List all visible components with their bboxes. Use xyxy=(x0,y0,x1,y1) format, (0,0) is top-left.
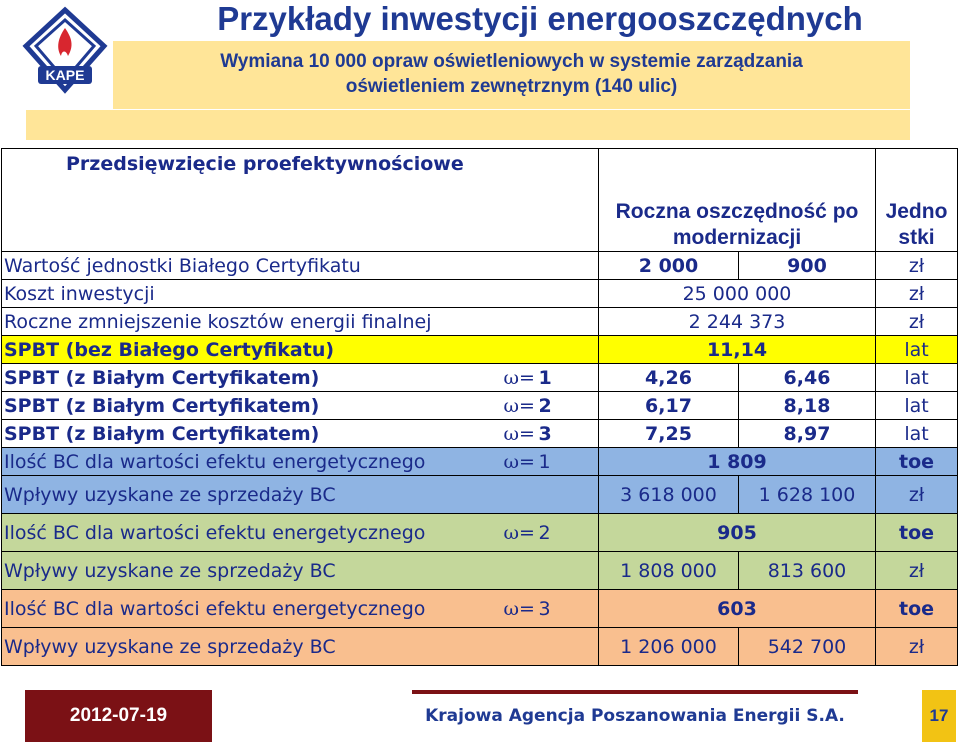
table-row xyxy=(2,514,958,552)
row-unit: zł xyxy=(876,628,958,666)
footer-organization: Krajowa Agencja Poszanowania Energii S.A. xyxy=(425,706,845,726)
row-unit: zł xyxy=(876,476,958,514)
decorative-band xyxy=(26,110,910,140)
table-row xyxy=(2,336,958,364)
page-title: Przykłady inwestycji energooszczędnych xyxy=(217,0,863,37)
row-value: 2 244 373 xyxy=(599,308,876,336)
row-label: Roczne zmniejszenie kosztów energii finalnej xyxy=(2,308,599,336)
row-unit: zł xyxy=(876,308,958,336)
omega-symbol: ω= xyxy=(502,514,537,552)
omega-value: 3 xyxy=(537,420,599,448)
row-value: 11,14 xyxy=(599,336,876,364)
row-unit: lat xyxy=(876,336,958,364)
row-value: 1 809 xyxy=(599,448,876,476)
row-value-2: 1 628 100 xyxy=(739,476,876,514)
row-label: SPBT (bez Białego Certyfikatu) xyxy=(2,336,599,364)
table-row xyxy=(2,628,958,666)
omega-value: 2 xyxy=(537,514,599,552)
table-title: Przedsięwzięcie proefektywnościowe xyxy=(2,149,599,252)
row-value-1: 2 000 xyxy=(599,252,739,280)
page-number: 17 xyxy=(922,690,956,742)
omega-symbol: ω= xyxy=(502,364,537,392)
logo-text: KAPE xyxy=(45,67,85,83)
row-label: SPBT (z Białym Certyfikatem) xyxy=(2,364,502,392)
table-row xyxy=(2,364,958,392)
omega-symbol: ω= xyxy=(502,420,537,448)
row-label: Koszt inwestycji xyxy=(2,280,599,308)
row-value: 603 xyxy=(599,590,876,628)
omega-value: 3 xyxy=(537,590,599,628)
row-label: Ilość BC dla wartości efektu energetycznego xyxy=(2,448,502,476)
col-header-units: Jedno stki xyxy=(876,199,958,252)
row-value-1: 6,17 xyxy=(599,392,739,420)
row-value-2: 813 600 xyxy=(739,552,876,590)
row-label: Wpływy uzyskane ze sprzedaży BC xyxy=(2,628,599,666)
row-value-1: 7,25 xyxy=(599,420,739,448)
row-value-2: 542 700 xyxy=(739,628,876,666)
row-value: 25 000 000 xyxy=(599,280,876,308)
row-unit: toe xyxy=(876,448,958,476)
omega-value: 1 xyxy=(537,448,599,476)
table-row xyxy=(2,590,958,628)
subtitle xyxy=(113,49,910,99)
row-value-2: 8,18 xyxy=(739,392,876,420)
table-row xyxy=(2,420,958,448)
row-value-1: 4,26 xyxy=(599,364,739,392)
row-value-2: 900 xyxy=(739,252,876,280)
row-value-2: 6,46 xyxy=(739,364,876,392)
row-value-2: 8,97 xyxy=(739,420,876,448)
row-unit: zł xyxy=(876,252,958,280)
kape-flame-logo-icon xyxy=(20,6,110,98)
row-value-1: 3 618 000 xyxy=(599,476,739,514)
table-row xyxy=(2,308,958,336)
omega-value: 2 xyxy=(537,392,599,420)
table-row xyxy=(2,252,958,280)
row-label: Wpływy uzyskane ze sprzedaży BC xyxy=(2,476,599,514)
omega-symbol: ω= xyxy=(502,590,537,628)
row-unit: zł xyxy=(876,280,958,308)
footer-date: 2012-07-19 xyxy=(25,690,212,742)
table-row xyxy=(2,476,958,514)
col-header-savings: Roczna oszczędność po modernizacji xyxy=(599,199,876,252)
omega-symbol: ω= xyxy=(502,448,537,476)
row-unit: lat xyxy=(876,364,958,392)
table-row xyxy=(2,448,958,476)
row-unit: toe xyxy=(876,514,958,552)
row-unit: lat xyxy=(876,420,958,448)
row-label: Wartość jednostki Białego Certyfikatu xyxy=(2,252,599,280)
subtitle-box xyxy=(113,41,910,109)
footer-divider xyxy=(412,690,858,694)
header-row xyxy=(2,149,958,200)
row-unit: toe xyxy=(876,590,958,628)
row-unit: zł xyxy=(876,552,958,590)
row-unit: lat xyxy=(876,392,958,420)
omega-symbol: ω= xyxy=(502,392,537,420)
kape-logo xyxy=(20,6,110,98)
row-label: SPBT (z Białym Certyfikatem) xyxy=(2,392,502,420)
subtitle-line-2: oświetleniem zewnętrznym (140 ulic) xyxy=(345,76,678,97)
row-label: Ilość BC dla wartości efektu energetycznego xyxy=(2,590,502,628)
row-label: SPBT (z Białym Certyfikatem) xyxy=(2,420,502,448)
row-value-1: 1 206 000 xyxy=(599,628,739,666)
row-value-1: 1 808 000 xyxy=(599,552,739,590)
row-value: 905 xyxy=(599,514,876,552)
table-row xyxy=(2,552,958,590)
omega-value: 1 xyxy=(537,364,599,392)
table-row xyxy=(2,280,958,308)
row-label: Wpływy uzyskane ze sprzedaży BC xyxy=(2,552,599,590)
row-label: Ilość BC dla wartości efektu energetycznego xyxy=(2,514,502,552)
table-row xyxy=(2,392,958,420)
investment-table xyxy=(1,148,958,666)
subtitle-line-1: Wymiana 10 000 opraw oświetleniowych w systemie zarządzania xyxy=(220,51,803,72)
